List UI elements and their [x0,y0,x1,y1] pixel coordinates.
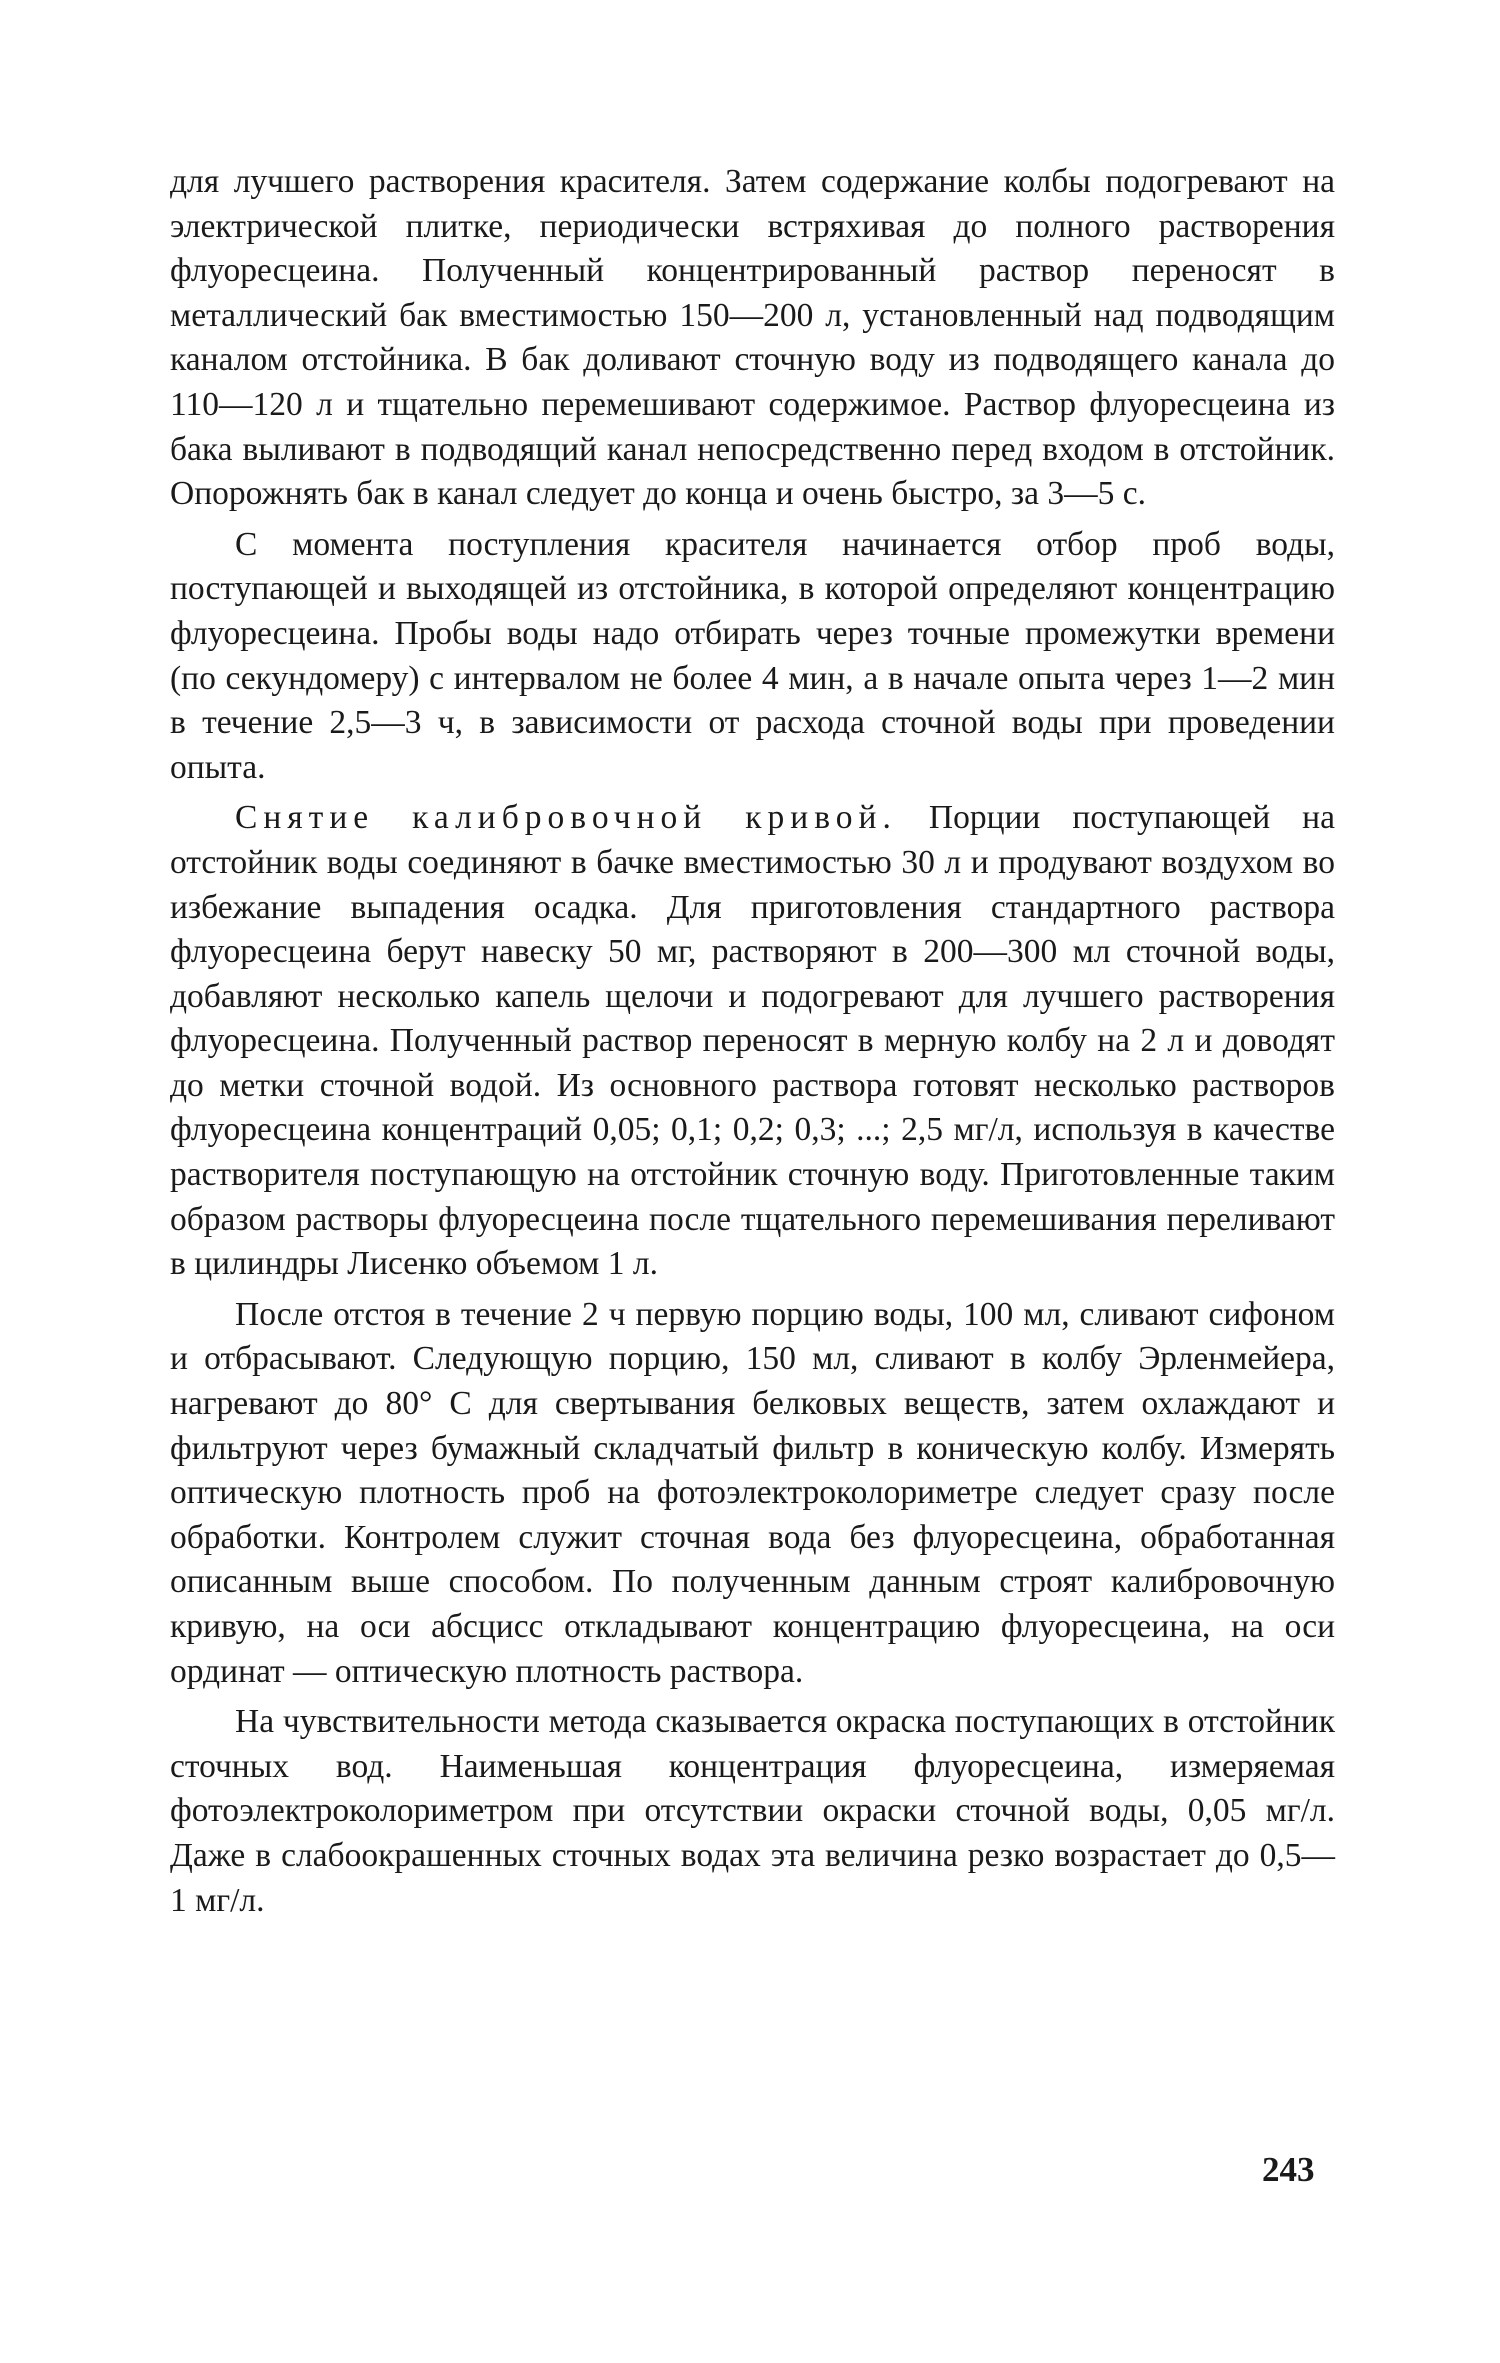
paragraph-2: С момента поступления красителя начинается отбор проб воды, поступающей и выходящей из отстойника, в которой определяют концентрацию флуоресцеина. Пробы воды надо отбирать через точные промежутки времени (по секундомеру) с интервалом не более 4 мин, а в начале опыта через 1—2 мин в течение 2,5—3 ч, в зависимости от расхода сточной воды при проведении опыта. [170,525,1335,786]
paragraph-5: На чувствительности метода сказывается окраска поступающих в отстойник сточных вод. Наименьшая концентрация флуоресцеина, измеряемая фотоэлектроколориметром при отсутствии окраски сточной воды, 0,05 мг/л. Даже в слабоокрашенных сточных водах эта величина резко возрастает до 0,5—1 мг/л. [170,1703,1335,1919]
section-heading: Снятие калибровочной кривой. [235,799,897,837]
page-body [170,160,1335,1923]
paragraph-3-body: Порции поступающей на отстойник воды соединяют в бачке вместимостью 30 л и продувают воздухом во избежание выпадения осадка. Для приготовления стандартного раствора флуоресцеина берут навеску 50 мг, растворяют в 200—300 мл сточной воды, добавляют несколько капель щелочи и подогревают для лучшего растворения флуоресцеина. Полученный раствор переносят в мерную колбу на 2 л и доводят до метки сточной водой. Из основного раствора готовят несколько растворов флуоресцеина концентраций 0,05; 0,1; 0,2; 0,3; ...; 2,5 мг/л, используя в качестве растворителя поступающую на отстойник сточную воду. Приготовленные таким образом растворы флуоресцеина после тщательного перемешивания переливают в цилиндры Лисенко объемом 1 л. [170,799,1335,1283]
paragraph-3 [170,796,1335,1287]
paragraph-4: После отстоя в течение 2 ч первую порцию воды, 100 мл, сливают сифоном и отбрасывают. Следующую порцию, 150 мл, сливают в колбу Эрленмейера, нагревают до 80° С для свертывания белковых веществ, затем охлаждают и фильтруют через бумажный складчатый фильтр в коническую колбу. Измерять оптическую плотность проб на фотоэлектроколориметре следует сразу после обработки. Контролем служит сточная вода без флуоресцеина, обработанная описанным выше способом. По полученным данным строят калибровочную кривую, на оси абсцисс откладывают концентрацию флуоресцеина, на оси ординат — оптическую плотность раствора. [170,1295,1335,1690]
page-number: 243 [1262,2150,1315,2189]
paragraph-1: для лучшего растворения красителя. Затем содержание колбы подогревают на электрической плитке, периодически встряхивая до полного растворения флуоресцеина. Полученный концентрированный раствор переносят в металлический бак вместимостью 150—200 л, установленный над подводящим каналом отстойника. В бак доливают сточную воду из подводящего канала до 110—120 л и тщательно перемешивают содержимое. Раствор флуоресцеина из бака выливают в подводящий канал непосредственно перед входом в отстойник. Опорожнять бак в канал следует до конца и очень быстро, за 3—5 с. [170,163,1335,513]
